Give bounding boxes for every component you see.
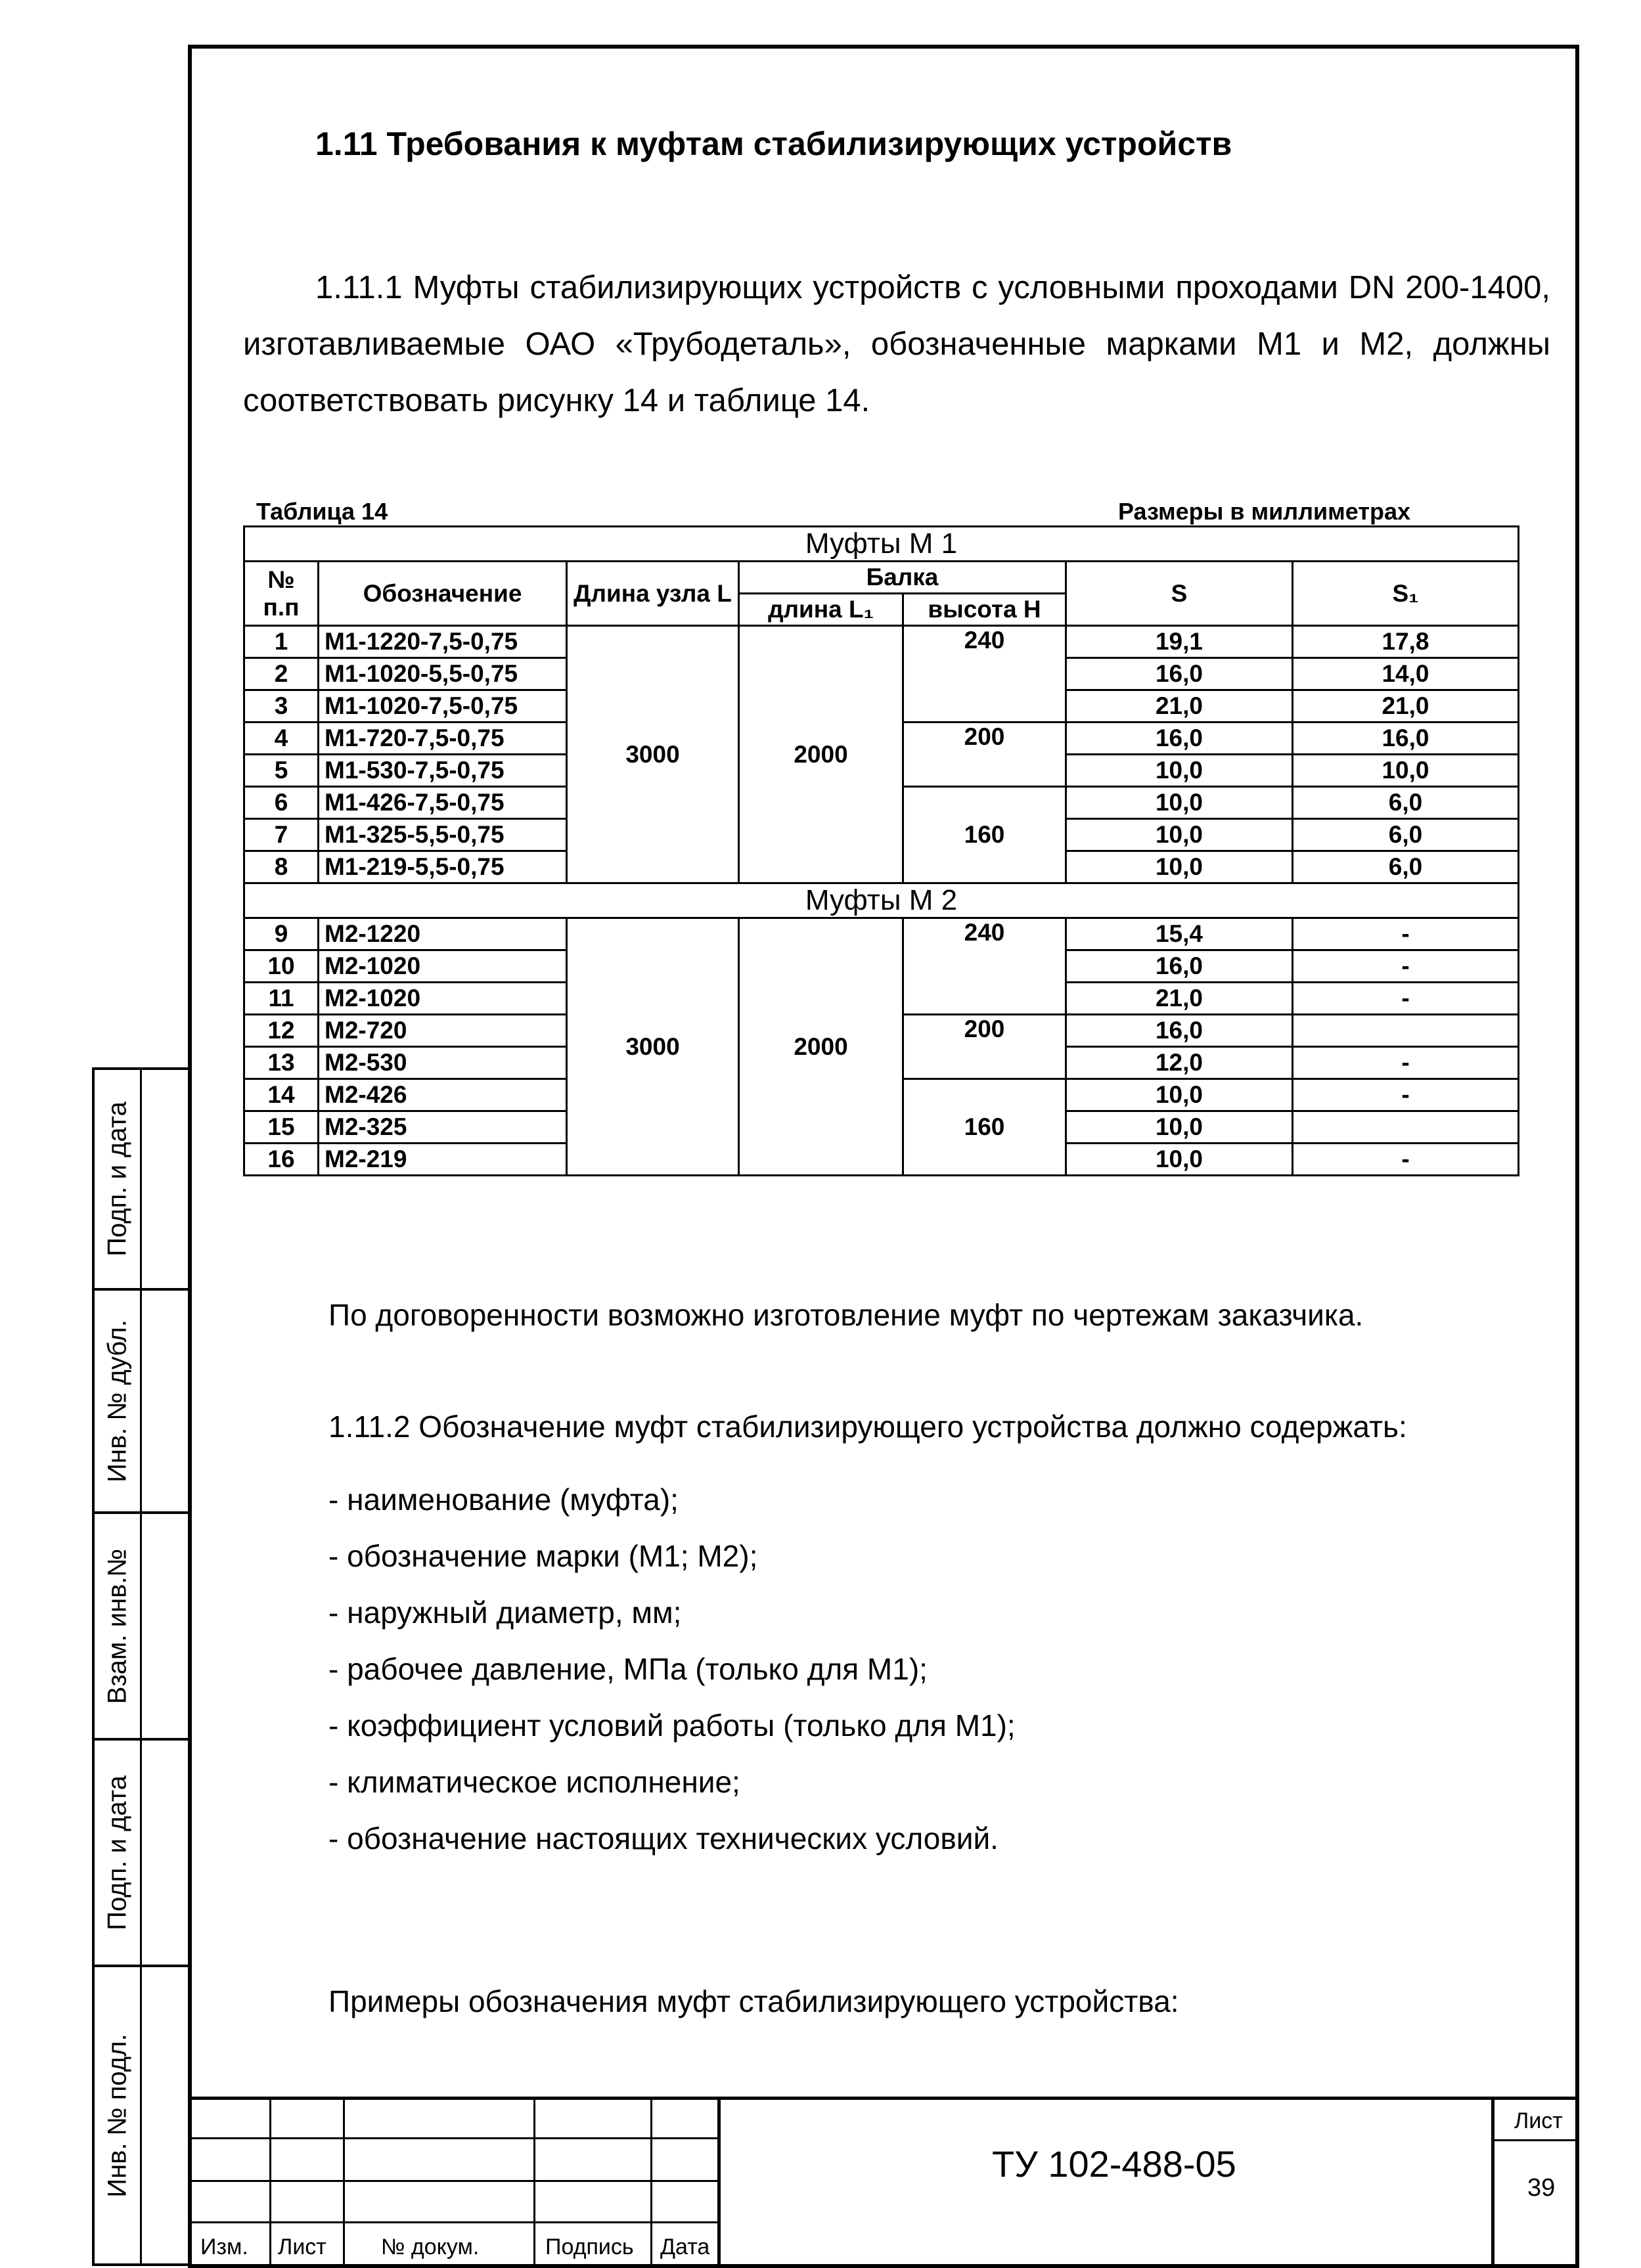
- stamp-label: Инв. № подл.: [102, 2033, 131, 2198]
- cell-s: 10,0: [1066, 1079, 1293, 1111]
- cell-beam-height: 200: [903, 1015, 1066, 1079]
- cell-s1: 6,0: [1293, 787, 1519, 819]
- header-num: № п.п: [244, 562, 319, 626]
- cell-s: 15,4: [1066, 918, 1293, 950]
- clause-1-11-2: 1.11.2 Обозначение муфт стабилизирующего устройства должно содержать:: [328, 1410, 1407, 1444]
- cell-s: 21,0: [1066, 690, 1293, 723]
- cell-s1: 17,8: [1293, 626, 1519, 658]
- stamp-sign-date-2: [92, 1741, 191, 1967]
- cell-s: 10,0: [1066, 819, 1293, 851]
- sheet-label: Лист: [1514, 2108, 1563, 2133]
- cell-num: 2: [244, 658, 319, 690]
- cell-s1: -: [1293, 1047, 1519, 1079]
- cell-num: 15: [244, 1111, 319, 1144]
- cell-designation: М2-1020: [319, 983, 567, 1015]
- table-row: [244, 918, 1519, 950]
- cell-num: 12: [244, 1015, 319, 1047]
- header-length: Длина узла L: [567, 562, 739, 626]
- cell-s: 10,0: [1066, 851, 1293, 883]
- cell-beam-height: 160: [903, 1079, 1066, 1176]
- cell-designation: М1-1020-5,5-0,75: [319, 658, 567, 690]
- paragraph-text: 1.11.1 Муфты стабилизирующих устройств с условными проходами DN 200-1400, изготавливаемые ОАО «Трубодеталь», обозначенные марками М1 и М2, должны соответствовать рисунку 14 и таблице 14.: [243, 270, 1550, 418]
- cell-num: 10: [244, 950, 319, 983]
- cell-num: 5: [244, 755, 319, 787]
- section-heading: 1.11 Требования к муфтам стабилизирующих устройств: [315, 125, 1232, 162]
- stamp-dup-inv: [92, 1291, 191, 1514]
- cell-s: 16,0: [1066, 658, 1293, 690]
- cell-num: 4: [244, 723, 319, 755]
- cell-length: 3000: [567, 626, 739, 883]
- cell-designation: М2-1020: [319, 950, 567, 983]
- stamp-replace-inv: [92, 1514, 191, 1741]
- cell-s: 16,0: [1066, 1015, 1293, 1047]
- cell-num: 11: [244, 983, 319, 1015]
- list-item: - климатическое исполнение;: [328, 1765, 740, 1799]
- designation-contents-list: [328, 1471, 1016, 1867]
- title-doc-num: № докум.: [381, 2235, 480, 2259]
- cell-designation: М1-720-7,5-0,75: [319, 723, 567, 755]
- cell-s1: -: [1293, 950, 1519, 983]
- agreement-note: По договоренности возможно изготовление муфт по чертежам заказчика.: [328, 1298, 1364, 1332]
- cell-beam-length: 2000: [739, 626, 903, 883]
- paragraph-1-11-1: [243, 259, 1550, 429]
- title-list: Лист: [278, 2235, 326, 2259]
- examples-heading: Примеры обозначения муфт стабилизирующего устройства:: [328, 1984, 1179, 2018]
- cell-beam-height: 240: [903, 626, 1066, 723]
- stamp-orig-inv: [92, 1967, 191, 2266]
- cell-designation: М1-530-7,5-0,75: [319, 755, 567, 787]
- cell-designation: М2-219: [319, 1144, 567, 1176]
- stamp-sign-date-1: [92, 1067, 191, 1291]
- cell-s: 21,0: [1066, 983, 1293, 1015]
- list-item: - рабочее давление, МПа (только для М1);: [328, 1652, 928, 1686]
- cell-designation: М2-530: [319, 1047, 567, 1079]
- cell-s: 10,0: [1066, 1144, 1293, 1176]
- cell-num: 9: [244, 918, 319, 950]
- cell-s1: [1293, 1111, 1519, 1144]
- list-item: - коэффициент условий работы (только для М1);: [328, 1708, 1016, 1743]
- header-beam-height: высота Н: [903, 594, 1066, 626]
- cell-s: 10,0: [1066, 1111, 1293, 1144]
- cell-num: 6: [244, 787, 319, 819]
- list-item: - наружный диаметр, мм;: [328, 1595, 682, 1630]
- header-s: S: [1066, 562, 1293, 626]
- cell-beam-height: 200: [903, 723, 1066, 787]
- cell-length: 3000: [567, 918, 739, 1176]
- table-caption: Таблица 14: [256, 498, 388, 525]
- cell-num: 8: [244, 851, 319, 883]
- cell-num: 3: [244, 690, 319, 723]
- cell-s1: -: [1293, 1079, 1519, 1111]
- cell-s: 19,1: [1066, 626, 1293, 658]
- header-beam-length: длина L₁: [739, 594, 903, 626]
- cell-s1: 6,0: [1293, 851, 1519, 883]
- cell-designation: М2-1220: [319, 918, 567, 950]
- group-title-m2: Муфты М 2: [244, 883, 1519, 918]
- cell-beam-height: 160: [903, 787, 1066, 883]
- table-14: [243, 525, 1519, 1176]
- list-item: - обозначение марки (М1; М2);: [328, 1539, 758, 1573]
- cell-s: 12,0: [1066, 1047, 1293, 1079]
- table-row: [244, 626, 1519, 658]
- header-designation: Обозначение: [319, 562, 567, 626]
- cell-s: 10,0: [1066, 755, 1293, 787]
- cell-s1: 10,0: [1293, 755, 1519, 787]
- cell-s1: 6,0: [1293, 819, 1519, 851]
- cell-num: 1: [244, 626, 319, 658]
- group-title-m1: Муфты М 1: [244, 527, 1519, 562]
- header-s1: S₁: [1293, 562, 1519, 626]
- stamp-label: Инв. № дубл.: [102, 1320, 131, 1482]
- cell-designation: М1-1220-7,5-0,75: [319, 626, 567, 658]
- cell-s: 16,0: [1066, 723, 1293, 755]
- cell-s: 16,0: [1066, 950, 1293, 983]
- cell-s1: -: [1293, 983, 1519, 1015]
- cell-s1: 21,0: [1293, 690, 1519, 723]
- cell-num: 16: [244, 1144, 319, 1176]
- cell-s1: 16,0: [1293, 723, 1519, 755]
- header-beam: Балка: [739, 562, 1066, 594]
- stamp-label: Взам. инв.№: [102, 1548, 131, 1704]
- stamp-label: Подп. и дата: [102, 1101, 131, 1256]
- table-units: Размеры в миллиметрах: [1118, 498, 1410, 525]
- cell-designation: М2-720: [319, 1015, 567, 1047]
- cell-beam-length: 2000: [739, 918, 903, 1176]
- cell-designation: М1-426-7,5-0,75: [319, 787, 567, 819]
- document-code: ТУ 102-488-05: [992, 2143, 1236, 2185]
- list-item: - наименование (муфта);: [328, 1482, 679, 1517]
- cell-s1: 14,0: [1293, 658, 1519, 690]
- cell-designation: М2-325: [319, 1111, 567, 1144]
- title-izm: Изм.: [200, 2235, 248, 2259]
- list-item: - обозначение настоящих технических условий.: [328, 1821, 999, 1856]
- cell-designation: М1-1020-7,5-0,75: [319, 690, 567, 723]
- cell-designation: М1-325-5,5-0,75: [319, 819, 567, 851]
- cell-designation: М1-219-5,5-0,75: [319, 851, 567, 883]
- cell-num: 13: [244, 1047, 319, 1079]
- cell-s: 10,0: [1066, 787, 1293, 819]
- cell-s1: [1293, 1015, 1519, 1047]
- cell-beam-height: 240: [903, 918, 1066, 1015]
- cell-num: 14: [244, 1079, 319, 1111]
- cell-s1: -: [1293, 918, 1519, 950]
- stamp-label: Подп. и дата: [102, 1775, 131, 1930]
- cell-num: 7: [244, 819, 319, 851]
- cell-s1: -: [1293, 1144, 1519, 1176]
- cell-designation: М2-426: [319, 1079, 567, 1111]
- sheet-number: 39: [1527, 2174, 1556, 2202]
- title-date: Дата: [660, 2235, 710, 2259]
- title-signature: Подпись: [545, 2235, 634, 2259]
